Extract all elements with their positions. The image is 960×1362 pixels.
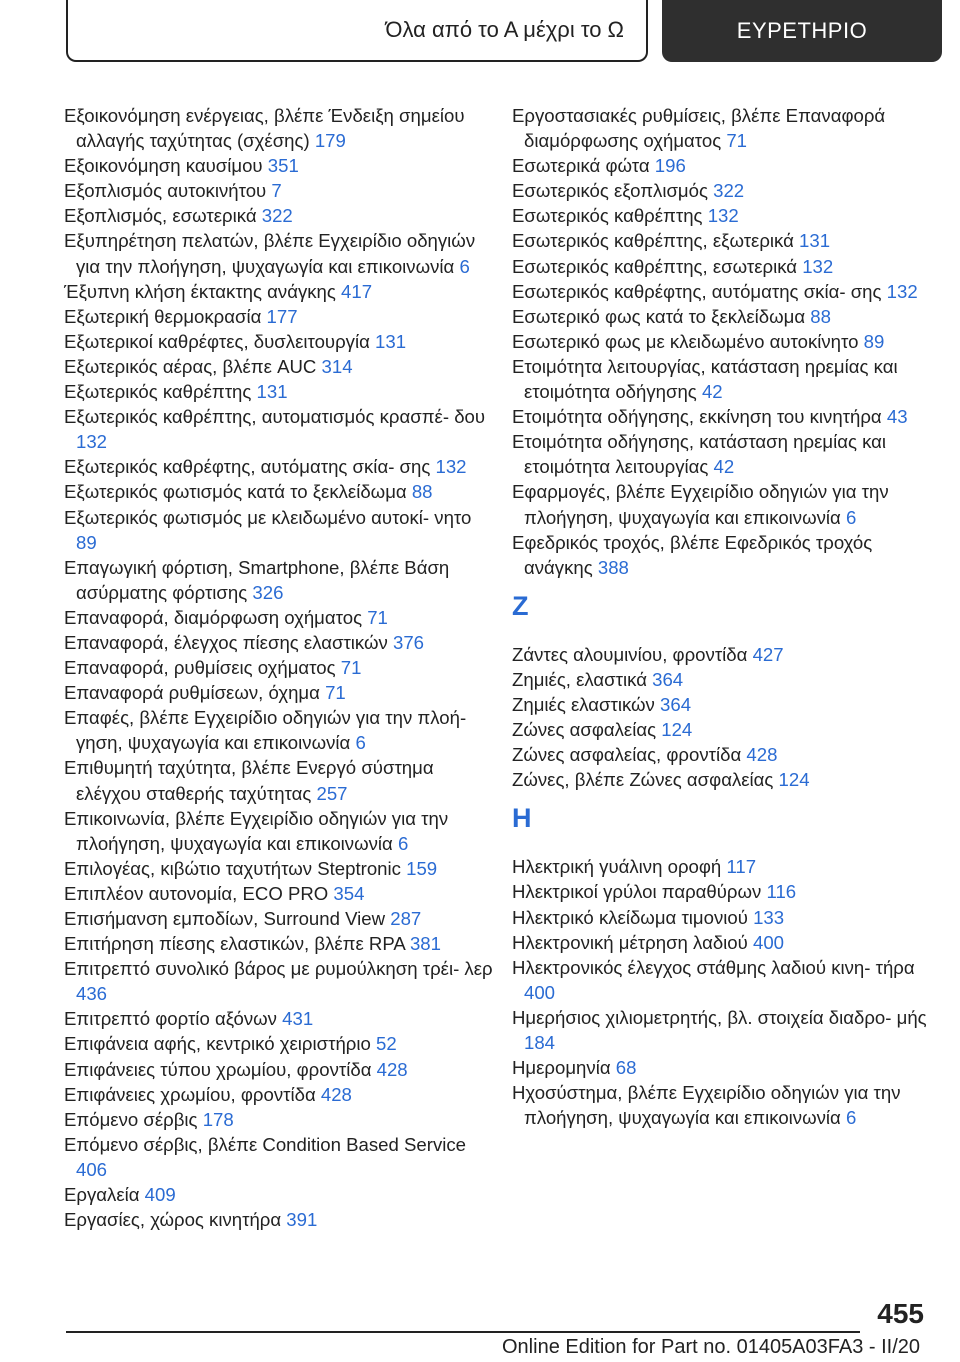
index-entry — [512, 203, 942, 228]
page-link[interactable]: 196 — [654, 155, 686, 177]
index-entry-text: Ζώνες ασφαλείας, φροντίδα — [512, 744, 742, 766]
index-entry-text: Επαναφορά, ρυθμίσεις οχήματος — [64, 657, 336, 679]
index-entry-text: Εργασίες, χώρος κινητήρα — [64, 1209, 282, 1231]
index-entry-text: Επαναφορά, διαμόρφωση οχήματος — [64, 606, 363, 628]
page-link[interactable]: 364 — [652, 668, 684, 690]
index-entry-text: Εσωτερικός καθρέφτης, αυτόματης σκία- σης — [512, 280, 882, 302]
index-entry-text: Έξυπνη κλήση έκτακτης ανάγκης — [64, 280, 336, 302]
index-entry — [64, 881, 494, 906]
index-entry-text: Επιφάνειες τύπου χρωμίου, φροντίδα — [64, 1058, 372, 1080]
index-entry — [512, 329, 942, 354]
page-link[interactable]: 428 — [320, 1083, 352, 1105]
page-link[interactable]: 6 — [845, 506, 857, 528]
index-entry — [64, 103, 494, 153]
index-entry-text: Εξωτερικοί καθρέφτες, δυσλειτουργία — [64, 330, 370, 352]
index-entry-text: Επιτήρηση πίεσης ελαστικών, βλέπε RPA — [64, 933, 405, 955]
index-entry-text: Εσωτερικό φως με κλειδωμένο αυτοκίνητο — [512, 330, 859, 352]
page-link[interactable]: 257 — [316, 782, 348, 804]
page-link[interactable]: 89 — [76, 531, 97, 553]
page-link[interactable]: 364 — [660, 693, 692, 715]
section-title: ΕΥΡΕΤΗΡΙΟ — [736, 18, 868, 43]
breadcrumb-tab[interactable] — [66, 0, 648, 62]
index-entry-text: Επιφάνεια αφής, κεντρικό χειριστήριο — [64, 1033, 371, 1055]
edition-note: Online Edition for Part no. 01405A03FA3 - II/20 — [502, 1336, 921, 1358]
page-link[interactable]: 68 — [615, 1057, 637, 1079]
index-entry — [512, 642, 942, 667]
index-entry — [64, 1057, 494, 1082]
page-link[interactable]: 88 — [810, 305, 831, 327]
page-link[interactable]: 124 — [778, 769, 810, 791]
index-entry-text: Εξωτερικός καθρέπτης — [64, 381, 252, 403]
page-link[interactable]: 124 — [661, 719, 693, 741]
index-entry — [64, 555, 494, 605]
page-link[interactable]: 52 — [376, 1033, 397, 1055]
page-link[interactable]: 287 — [390, 908, 422, 929]
index-group-z — [512, 642, 942, 793]
index-entry — [64, 153, 494, 178]
index-entry — [64, 1207, 494, 1232]
index-entry — [64, 1107, 494, 1132]
index-entry-text: Επαφές, βλέπε Εγχειρίδιο οδηγιών για την πλοή- γηση, ψυχαγωγία και επικοινωνία — [64, 707, 467, 754]
page-link[interactable]: 132 — [707, 205, 739, 227]
index-entry-text: Ηλεκτρικοί γρύλοι παραθύρων — [512, 881, 762, 903]
index-entry — [512, 767, 942, 792]
section-tab[interactable] — [662, 0, 942, 62]
index-entry-text: Εργοστασιακές ρυθμίσεις, βλέπε Επαναφορά διαμόρφωσης οχήματος — [512, 105, 886, 152]
page-link[interactable]: 6 — [397, 832, 409, 854]
index-entry — [64, 956, 494, 1006]
index-entry — [512, 304, 942, 329]
page-link[interactable]: 131 — [799, 230, 831, 252]
index-entry — [64, 228, 494, 278]
index-entry-text: Ζημιές ελαστικών — [512, 693, 655, 715]
page-link[interactable]: 179 — [314, 130, 346, 152]
page-link[interactable]: 6 — [355, 732, 366, 754]
page-link[interactable]: 133 — [753, 906, 785, 928]
page-link[interactable]: 431 — [282, 1008, 314, 1030]
index-entry-text: Εξοπλισμός, εσωτερικά — [64, 205, 257, 227]
index-entry-text: Ηλεκτρική γυάλινη οροφή — [512, 856, 722, 878]
index-entry — [64, 655, 494, 680]
page-link[interactable]: 6 — [845, 1107, 857, 1129]
page-link[interactable]: 376 — [392, 631, 425, 653]
page-link[interactable]: 391 — [286, 1209, 318, 1231]
page-link[interactable]: 159 — [406, 857, 438, 879]
index-entry-text: Εξοπλισμός αυτοκινήτου — [64, 180, 267, 202]
page-number: 455 — [877, 1298, 924, 1329]
page-link[interactable]: 178 — [202, 1108, 234, 1130]
page-link[interactable]: 427 — [752, 643, 784, 665]
index-letter-z: Z — [512, 590, 529, 621]
page-header — [66, 0, 942, 64]
page-link[interactable]: 132 — [802, 255, 834, 277]
index-entry — [512, 1055, 942, 1080]
index-entry-text: Εξοικονόμηση καυσίμου — [64, 155, 263, 177]
index-entry — [512, 153, 942, 178]
index-entry — [64, 379, 494, 404]
index-entry — [512, 404, 942, 429]
index-entry-text: Επιπλέον αυτονομία, ECO PRO — [64, 882, 329, 904]
index-entry — [512, 742, 942, 767]
index-entry — [64, 931, 494, 956]
index-entry — [512, 955, 942, 1005]
index-entry — [512, 530, 942, 580]
index-entry — [64, 1082, 494, 1107]
page-link[interactable]: 71 — [325, 682, 346, 704]
index-entry-text: Εξωτερικός αέρας, βλέπε AUC — [64, 355, 317, 377]
index-entry — [64, 505, 494, 555]
index-entry — [64, 1132, 494, 1182]
index-entry-text: Επικοινωνία, βλέπε Εγχειρίδιο οδηγιών για την πλοήγηση, ψυχαγωγία και επικοινωνία — [64, 807, 449, 854]
index-entry — [64, 279, 494, 304]
index-entry-text: Εξωτερικός καθρέπτης, αυτοματισμός κρασπέ- δου — [64, 406, 486, 428]
index-entry — [64, 1006, 494, 1031]
index-entry-text: Εσωτερικός καθρέπτης — [512, 205, 703, 227]
index-entry-text: Επιθυμητή ταχύτητα, βλέπε Ενεργό σύστημα ελέγχου σταθερής ταχύτητας — [64, 757, 434, 804]
page-link[interactable]: 89 — [863, 330, 885, 352]
page-link[interactable]: 436 — [76, 983, 108, 1005]
page-link[interactable]: 6 — [459, 255, 470, 277]
index-entry-text: Εσωτερικός καθρέπτης, εσωτερικά — [512, 255, 798, 277]
index-entry-text: Επιλογέας, κιβώτιο ταχυτήτων Steptronic — [64, 857, 401, 879]
page-link[interactable]: 314 — [321, 355, 353, 377]
index-entry — [512, 692, 942, 717]
index-entry-text: Επιτρεπτό συνολικό βάρος με ρυμούλκηση τρέι- λερ — [64, 958, 493, 980]
page-link[interactable]: 116 — [766, 881, 797, 903]
index-column-left — [64, 103, 494, 1232]
index-entry — [512, 103, 942, 153]
index-entry-text: Εσωτερικός εξοπλισμός — [512, 180, 708, 202]
index-entry-text: Ηλεκτρικό κλείδωμα τιμονιού — [512, 906, 748, 928]
index-entry — [512, 429, 942, 479]
page-link[interactable]: 132 — [76, 431, 108, 453]
index-entry-text: Εξωτερικός καθρέφτης, αυτόματης σκία- σης — [64, 456, 431, 478]
index-entry — [512, 479, 942, 529]
page-link[interactable]: 132 — [435, 456, 467, 478]
breadcrumb: Όλα από το Α μέχρι το Ω — [385, 17, 624, 42]
page-link[interactable]: 131 — [256, 381, 288, 403]
page-link[interactable]: 400 — [524, 981, 556, 1003]
index-entry-text: Ηλεκτρονική μέτρηση λαδιού — [512, 931, 748, 953]
page-link[interactable]: 322 — [261, 205, 293, 227]
page-link[interactable]: 7 — [271, 180, 282, 202]
index-group-e — [512, 103, 942, 580]
index-entry — [64, 354, 494, 379]
index-entry — [512, 879, 942, 904]
page-link[interactable]: 354 — [333, 882, 365, 904]
index-entry — [512, 717, 942, 742]
index-entry-text: Επισήμανση εμποδίων, Surround View — [64, 908, 386, 929]
index-entry-text: Εξωτερικός φωτισμός κατά το ξεκλείδωμα — [64, 481, 407, 503]
page-link[interactable]: 428 — [376, 1058, 408, 1080]
index-entry-text: Εφαρμογές, βλέπε Εγχειρίδιο οδηγιών για την πλοήγηση, ψυχαγωγία και επικοινωνία — [512, 481, 889, 528]
index-entry-text: Εξωτερικός φωτισμός με κλειδωμένο αυτοκί- νητο — [64, 506, 472, 528]
index-entry — [64, 454, 494, 479]
index-entry-text: Εξοικονόμηση ενέργειας, βλέπε Ένδειξη σημείου αλλαγής ταχύτητας (σχέσης) — [64, 105, 465, 152]
index-entry — [512, 178, 942, 203]
index-entry — [64, 806, 494, 856]
index-entry-text: Ημερήσιος χιλιομετρητής, βλ. στοιχεία διαδρο- μής — [512, 1006, 927, 1028]
page-link[interactable]: 43 — [886, 406, 908, 428]
page-link[interactable]: 388 — [597, 556, 629, 578]
page-link[interactable]: 322 — [713, 180, 745, 202]
index-entry-text: Επαγωγική φόρτιση, Smartphone, βλέπε Βάση ασύρματης φόρτισης — [64, 556, 450, 603]
index-entry — [512, 667, 942, 692]
index-entry — [64, 404, 494, 454]
index-entry-text: Εσωτερικός καθρέπτης, εξωτερικά — [512, 230, 794, 252]
index-entry — [512, 279, 942, 304]
index-entry-text: Ζημιές, ελαστικά — [512, 668, 647, 690]
index-letter-h: H — [512, 803, 532, 834]
index-entry-text: Επιτρεπτό φορτίο αξόνων — [64, 1008, 277, 1030]
index-entry — [64, 178, 494, 203]
index-entry-text: Εξωτερική θερμοκρασία — [64, 305, 262, 327]
page-link[interactable]: 400 — [752, 931, 785, 953]
page-link[interactable]: 71 — [726, 130, 748, 152]
page-link[interactable]: 326 — [252, 581, 284, 603]
index-entry-text: Ζάντες αλουμινίου, φροντίδα — [512, 643, 748, 665]
index-entry — [512, 254, 942, 279]
index-entry-text: Ζώνες, βλέπε Ζώνες ασφαλείας — [512, 769, 774, 791]
index-entry-text: Ετοιμότητα οδήγησης, κατάσταση ηρεμίας και ετοιμότητα λειτουργίας — [512, 431, 887, 478]
index-entry-text: Ημερομηνία — [512, 1057, 611, 1079]
index-entry — [64, 856, 494, 881]
index-entry — [512, 228, 942, 253]
page-link[interactable]: 42 — [713, 456, 735, 478]
index-entry — [64, 329, 494, 354]
page-link[interactable]: 184 — [524, 1032, 556, 1053]
index-entry — [64, 479, 494, 504]
index-entry-text: Εξυπηρέτηση πελατών, βλέπε Εγχειρίδιο οδηγιών για την πλοήγηση, ψυχαγωγία και επικοινωνία — [64, 230, 476, 277]
index-entry — [64, 1182, 494, 1207]
index-entry — [512, 905, 942, 930]
index-entry — [64, 1031, 494, 1056]
index-entry-text: Ζώνες ασφαλείας — [512, 719, 657, 741]
footer-divider — [66, 1331, 860, 1333]
index-entry — [64, 605, 494, 630]
index-entry — [64, 203, 494, 228]
page-link[interactable]: 132 — [886, 280, 918, 302]
index-group-h — [512, 854, 942, 1130]
index-entry-text: Ηλεκτρονικός έλεγχος στάθμης λαδιού κινη- τήρα — [512, 956, 915, 978]
page-link[interactable]: 71 — [367, 606, 388, 628]
page-link[interactable]: 42 — [701, 381, 723, 403]
index-entry-text: Ετοιμότητα λειτουργίας, κατάσταση ηρεμίας και ετοιμότητα οδήγησης — [512, 355, 898, 403]
index-entry-text: Εργαλεία — [64, 1184, 140, 1206]
index-entry — [512, 854, 942, 879]
page-link[interactable]: 428 — [746, 744, 778, 766]
index-entry-text: Επαναφορά, έλεγχος πίεσης ελαστικών — [64, 631, 388, 653]
page-link[interactable]: 177 — [266, 305, 298, 327]
index-entry-text: Εφεδρικός τροχός, βλέπε Εφεδρικός τροχός ανάγκης — [512, 531, 873, 578]
index-entry-text: Εσωτερικά φώτα — [512, 155, 650, 177]
page-link[interactable]: 381 — [409, 933, 441, 955]
index-entry — [64, 680, 494, 705]
index-entry — [512, 354, 942, 404]
index-entry-text: Ηχοσύστημα, βλέπε Εγχειρίδιο οδηγιών για την πλοήγηση, ψυχαγωγία και επικοινωνία — [512, 1082, 901, 1129]
index-entry-text: Ετοιμότητα οδήγησης, εκκίνηση του κινητήρα — [512, 406, 882, 428]
index-entry-text: Επιφάνειες χρωμίου, φροντίδα — [64, 1083, 316, 1105]
index-entry — [512, 1080, 942, 1130]
index-entry — [64, 630, 494, 655]
page-link[interactable]: 88 — [411, 481, 433, 503]
page-link[interactable]: 406 — [76, 1158, 108, 1180]
index-entry-text: Επόμενο σέρβις, βλέπε Condition Based Service — [64, 1133, 467, 1155]
index-entry — [512, 1005, 942, 1055]
index-entry-text: Εσωτερικό φως κατά το ξεκλείδωμα — [512, 305, 806, 327]
index-entry — [512, 930, 942, 955]
index-entry — [64, 304, 494, 329]
page-link[interactable]: 417 — [341, 280, 373, 302]
page-link[interactable]: 409 — [144, 1184, 176, 1206]
index-entry — [64, 755, 494, 805]
index-entry-text: Επόμενο σέρβις — [64, 1108, 198, 1130]
index-column-right — [512, 103, 942, 1130]
page-link[interactable]: 71 — [340, 657, 362, 679]
index-entry — [64, 705, 494, 755]
page-link[interactable]: 351 — [267, 155, 299, 177]
page-link[interactable]: 117 — [726, 856, 757, 878]
index-entry — [64, 906, 494, 931]
index-entry-text: Επαναφορά ρυθμίσεων, όχημα — [64, 682, 320, 704]
page-link[interactable]: 131 — [375, 330, 407, 352]
